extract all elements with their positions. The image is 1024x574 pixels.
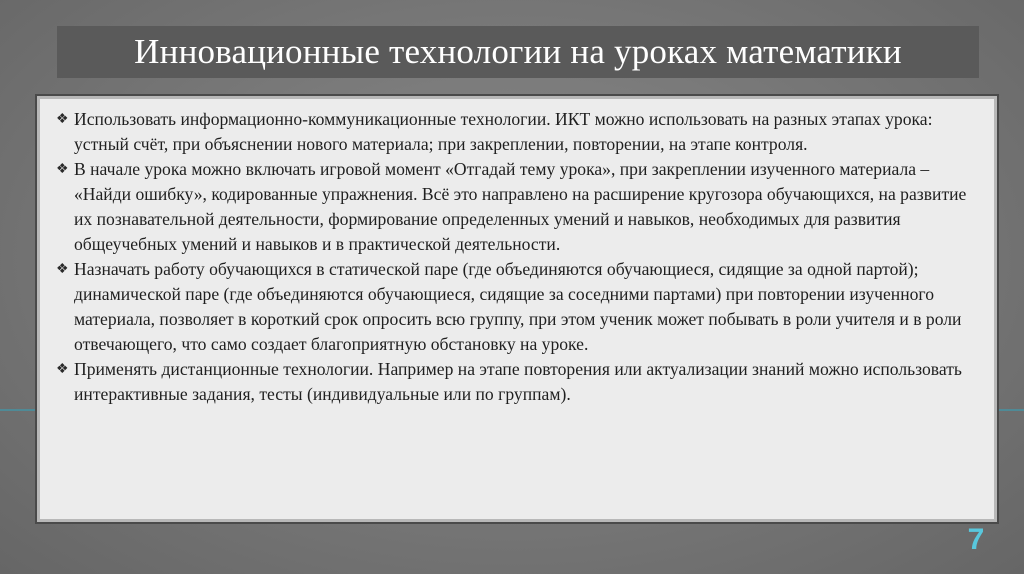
diamond-bullet-icon: ❖: [56, 112, 69, 127]
bullet-item: [56, 107, 980, 157]
bullet-item: [56, 157, 980, 257]
diamond-bullet-icon: ❖: [56, 162, 69, 177]
bullet-text: Назначать работу обучающихся в статической паре (где объединяются обучающиеся, сидящие за одной партой); динамической паре (где объединяются обучающиеся, сидящие за соседними партами) при повторении изученного материала, позволяет в короткий срок опросить всю группу, при этом ученик может побывать в роли учителя и в роли отвечающего, что само создает благоприятную обстановку на уроке.: [74, 259, 962, 354]
bullet-text: В начале урока можно включать игровой момент «Отгадай тему урока», при закреплении изученного материала – «Найди ошибку», кодированные упражнения. Всё это направлено на расширение кругозора обучающихся, на развитие их познавательной деятельности, формирование определенных умений и навыков, необходимых для развития общеучебных умений и навыков и в практической деятельности.: [74, 159, 967, 254]
diamond-bullet-icon: ❖: [56, 262, 69, 277]
bullet-list: [56, 107, 980, 407]
bullet-text: Применять дистанционные технологии. Например на этапе повторения или актуализации знаний можно использовать интерактивные задания, тесты (индивидуальные или по группам).: [74, 359, 962, 404]
content-box: [37, 96, 997, 522]
bullet-text: Использовать информационно-коммуникационные технологии. ИКТ можно использовать на разных этапах урока: устный счёт, при объяснении нового материала; при закреплении, повторении, на этапе контроля.: [74, 109, 933, 154]
bullet-item: [56, 357, 980, 407]
bullet-item: [56, 257, 980, 357]
title-bar: [57, 26, 979, 78]
page-number: 7: [967, 523, 985, 556]
diamond-bullet-icon: ❖: [56, 362, 69, 377]
slide-title: Инновационные технологии на уроках математики: [134, 32, 902, 71]
